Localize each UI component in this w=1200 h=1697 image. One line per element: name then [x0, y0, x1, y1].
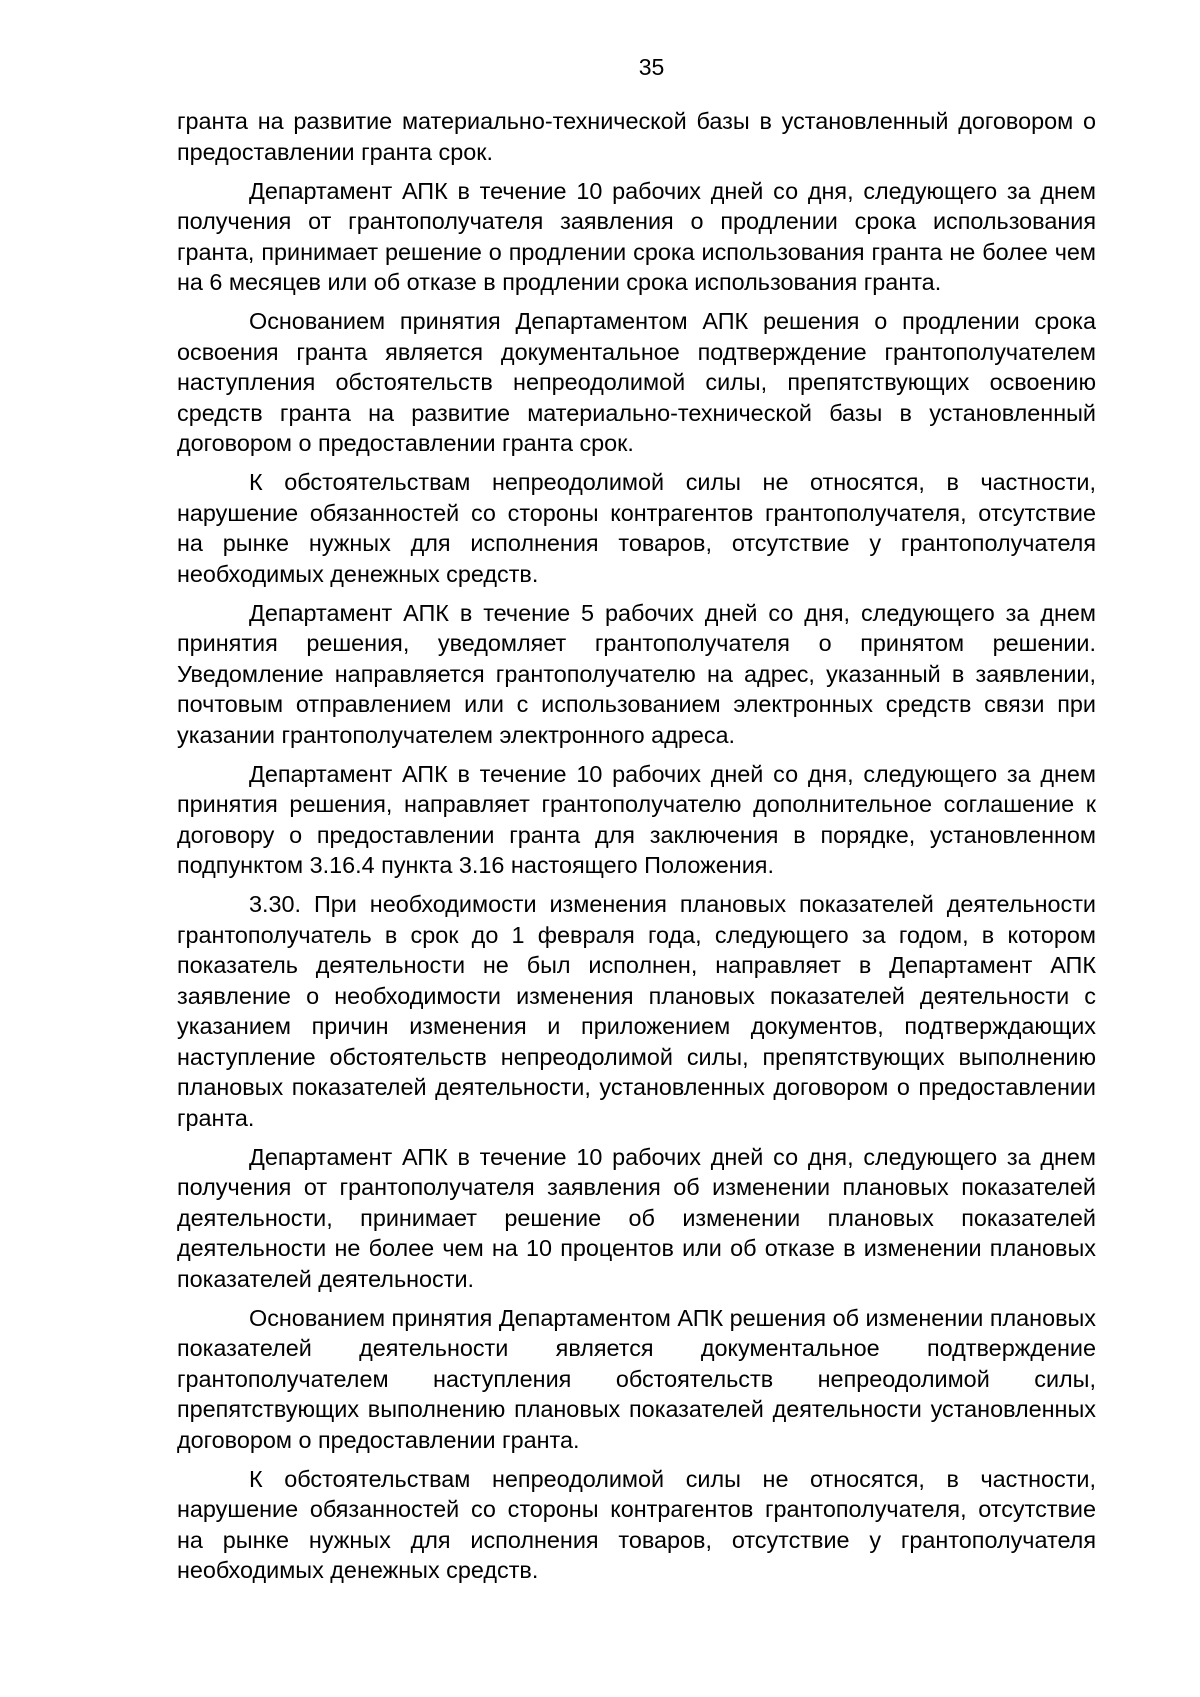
paragraph: К обстоятельствам непреодолимой силы не относятся, в частности, нарушение обязанностей со стороны контрагентов грантополучателя, отсутствие на рынке нужных для исполнения товаров, отсутствие у грантополучателя необходимых денежных средств.: [177, 1465, 1096, 1583]
paragraph: Основанием принятия Департаментом АПК решения об изменении плановых показателей деятельности является документальное подтверждение грантополучателем наступления обстоятельств непреодолимой силы, препятствующих выполнению плановых показателей деятельности установленных договором о предоставлении гранта.: [177, 1304, 1097, 1453]
paragraph: Основанием принятия Департаментом АПК решения о продлении срока освоения гранта является документальное подтверждение грантополучателем наступления обстоятельств непреодолимой силы, препятствующих освоению средств гранта на развитие материально-технической базы в установленный договором о предоставлении гранта срок.: [177, 308, 1096, 456]
paragraph: К обстоятельствам непреодолимой силы не относятся, в частности, нарушение обязанностей со стороны контрагентов грантополучателя, отсутствие на рынке нужных для исполнения товаров, отсутствие у грантополучателя необходимых денежных средств.: [177, 469, 1096, 587]
paragraph: Департамент АПК в течение 5 рабочих дней со дня, следующего за днем принятия решения, уведомляет грантополучателя о принятом решении. Уведомление направляется грантополучателю на адрес, указанный в заявлении, почтовым отправлением или с использованием электронных средств связи при указании грантополучателем электронного адреса.: [177, 599, 1096, 748]
paragraph-continuation: гранта на развитие материально-технической базы в установленный договором о предоставлении гранта срок.: [177, 108, 1096, 165]
paragraph: Департамент АПК в течение 10 рабочих дней со дня, следующего за днем получения от грантополучателя заявления об изменении плановых показателей деятельности, принимает решение об изменении плановых показателей деятельности не более чем на 10 процентов или об отказе в изменении плановых показателей деятельности.: [177, 1143, 1096, 1292]
page-number: 35: [638, 54, 665, 80]
paragraph-section-3-30: 3.30. При необходимости изменения плановых показателей деятельности грантополучатель в срок до 1 февраля года, следующего за годом, в котором показатель деятельности не был исполнен, направляет в Департамент АПК заявление о необходимости изменения плановых показателей деятельности с указанием причин изменения и приложением документов, подтверждающих наступление обстоятельств непреодолимой силы, препятствующих выполнению плановых показателей деятельности, установленных договором о предоставлении гранта.: [177, 891, 1096, 1131]
paragraph: Департамент АПК в течение 10 рабочих дней со дня, следующего за днем принятия решения, направляет грантополучателю дополнительное соглашение к договору о предоставлении гранта для заключения в порядке, установленном подпунктом 3.16.4 пункта 3.16 настоящего Положения.: [177, 760, 1096, 878]
paragraph: Департамент АПК в течение 10 рабочих дней со дня, следующего за днем получения от грантополучателя заявления о продлении срока использования гранта, принимает решение о продлении срока использования гранта не более чем на 6 месяцев или об отказе в продлении срока использования гранта.: [177, 177, 1096, 295]
